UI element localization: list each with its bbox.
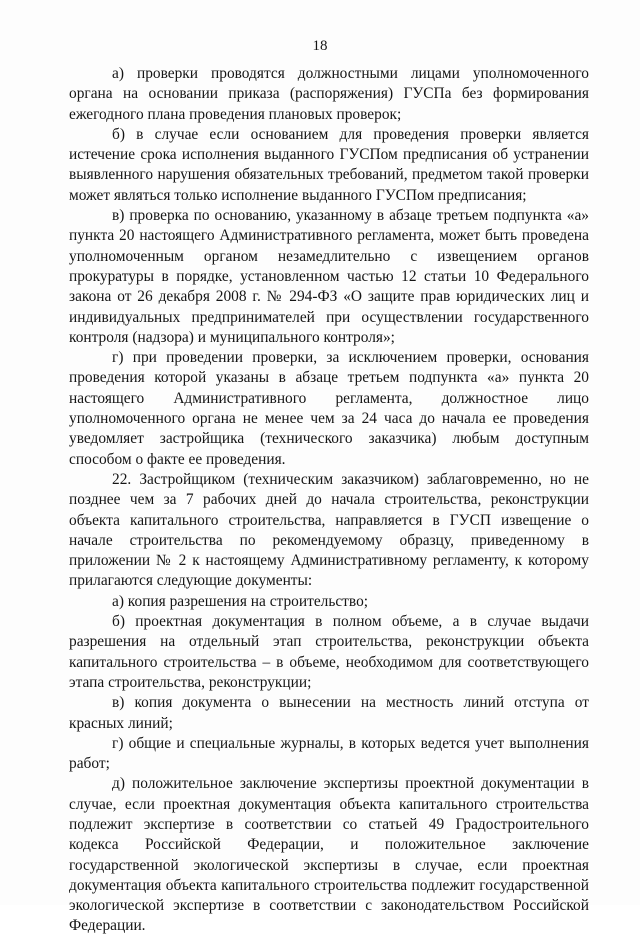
page-number: 18 [312, 38, 328, 54]
document-body [69, 64, 589, 937]
list-item-g-work-journals: г) общие и специальные журналы, в которых ведется учет выполнения работ; [69, 734, 589, 773]
paragraph-g-notification: г) при проведении проверки, за исключением проверки, основания проведения которой указаны в абзаце третьем подпункта «а» пункта 20 настоящего Административного регламента, должностное лицо уполномоченного органа не менее чем за 24 часа до начала ее проведения уведомляет застройщика (технического заказчика) любым доступным способом о факте ее проведения. [69, 349, 589, 468]
list-item-b-project-documentation: б) проектная документация в полном объеме, а в случае выдачи разрешения на отдельный этап строительства, реконструкции объекта капитального строительства – в объеме, необходимом для соответствующего этапа строительства, реконструкции; [69, 613, 589, 691]
list-item-v-setback-lines: в) копия документа о вынесении на местность линий отступа от красных линий; [69, 694, 589, 732]
paragraph-v-urgent-inspection: в) проверка по основанию, указанному в абзаце третьем подпункта «а» пункта 20 настоящего Административного регламента, может быть проведена уполномоченным органом незамедлительно с извещением органов прокуратуры в порядке, установленном частью 12 статьи 10 Федерального закона от 26 декабря 2008 г. № 294-ФЗ «О защите прав юридических лиц и индивидуальных предпринимателей при осуществлении государственного контроля (надзора) и муниципального контроля»; [69, 207, 589, 346]
paragraph-22-construction-notice: 22. Застройщиком (техническим заказчиком) заблаговременно, но не позднее чем за 7 рабочих дней до начала строительства, реконструкции объекта капитального строительства, направляется в ГУСП извещение о начале строительства по рекомендуемому образцу, приведенному в приложении № 2 к настоящему Административному регламенту, к которому прилагаются следующие документы: [69, 470, 589, 590]
list-item-d-expert-review: д) положительное заключение экспертизы проектной документации в случае, если проектная документация объекта капитального строительства подлежит экспертизе в соответствии со статьей 49 Градостроительного кодекса Российской Федерации, и положительное заключение государственной экологической экспертизы в случае, если проектная документация объекта капитального строительства подлежит государственной экологической экспертизе в соответствии с законодательством Российской Федерации. [69, 775, 589, 935]
list-item-a-permit-copy: а) копия разрешения на строительство; [112, 592, 369, 610]
paragraph-a-inspections: а) проверки проводятся должностными лицами уполномоченного органа на основании приказа (распоряжения) ГУСПа без формирования ежегодного плана проведения плановых проверок; [69, 65, 589, 123]
paragraph-b-prescription: б) в случае если основанием для проведения проверки является истечение срока исполнения выданного ГУСПом предписания об устранении выявленного нарушения обязательных требований, предметом такой проверки может являться только исполнение выданного ГУСПом предписания; [69, 125, 589, 204]
